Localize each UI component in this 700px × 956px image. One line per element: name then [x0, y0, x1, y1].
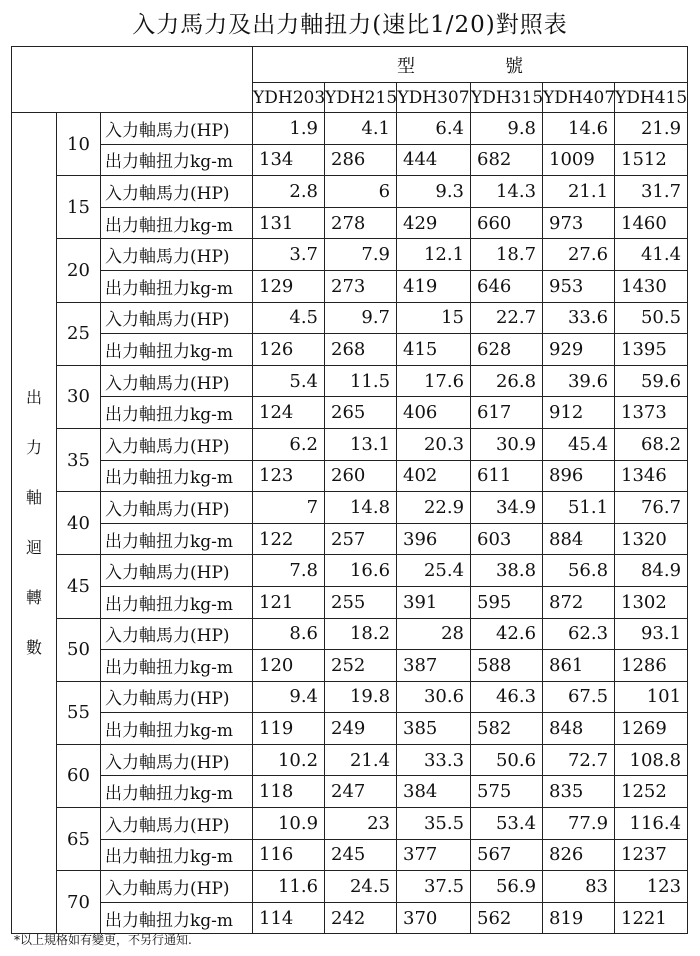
torque-value: 252: [325, 650, 397, 682]
hp-row-label: 入力軸馬力(HP): [101, 113, 253, 145]
torque-value: 575: [471, 776, 543, 808]
torque-value: 402: [397, 460, 471, 492]
torque-value: 260: [325, 460, 397, 492]
torque-row-label: 出力軸扭力kg-m: [101, 713, 253, 745]
hp-value: 1.9: [253, 113, 325, 145]
torque-value: 848: [543, 713, 615, 745]
torque-value: 1430: [615, 270, 688, 302]
speed-cell: 45: [57, 555, 101, 618]
hp-value: 24.5: [325, 871, 397, 903]
hp-value: 37.5: [397, 871, 471, 903]
model-header-cell: YDH315: [471, 83, 543, 113]
torque-value: 826: [543, 839, 615, 871]
hp-value: 4.1: [325, 113, 397, 145]
torque-value: 245: [325, 839, 397, 871]
hp-value: 5.4: [253, 365, 325, 397]
torque-value: 124: [253, 397, 325, 429]
table-row: [12, 902, 688, 934]
hp-value: 18.2: [325, 618, 397, 650]
speed-cell: 60: [57, 744, 101, 807]
table-row: [12, 650, 688, 682]
hp-value: 53.4: [471, 808, 543, 840]
hp-row-label: 入力軸馬力(HP): [101, 808, 253, 840]
torque-value: 953: [543, 270, 615, 302]
torque-value: 973: [543, 207, 615, 239]
torque-value: 1512: [615, 144, 688, 176]
hp-value: 7.8: [253, 555, 325, 587]
hp-row-label: 入力軸馬力(HP): [101, 555, 253, 587]
hp-value: 22.7: [471, 302, 543, 334]
hp-value: 14.8: [325, 492, 397, 524]
torque-value: 611: [471, 460, 543, 492]
hp-row-label: 入力軸馬力(HP): [101, 618, 253, 650]
hp-value: 59.6: [615, 365, 688, 397]
speed-cell: 30: [57, 365, 101, 428]
model-header-cell: YDH307: [397, 83, 471, 113]
hp-value: 51.1: [543, 492, 615, 524]
hp-value: 123: [615, 871, 688, 903]
hp-value: 38.8: [471, 555, 543, 587]
torque-value: 242: [325, 902, 397, 934]
hp-value: 62.3: [543, 618, 615, 650]
torque-value: 118: [253, 776, 325, 808]
hp-value: 56.9: [471, 871, 543, 903]
hp-value: 39.6: [543, 365, 615, 397]
torque-value: 278: [325, 207, 397, 239]
hp-value: 25.4: [397, 555, 471, 587]
table-row: [12, 144, 688, 176]
table-row: [12, 713, 688, 745]
speed-cell: 25: [57, 302, 101, 365]
table-row: [12, 776, 688, 808]
hp-value: 11.5: [325, 365, 397, 397]
hp-value: 21.4: [325, 744, 397, 776]
table-row: [12, 808, 688, 840]
speed-cell: 65: [57, 808, 101, 871]
torque-value: 1460: [615, 207, 688, 239]
hp-value: 3.7: [253, 239, 325, 271]
hp-value: 108.8: [615, 744, 688, 776]
hp-value: 101: [615, 681, 688, 713]
torque-value: 126: [253, 334, 325, 366]
model-header-cell: YDH203: [253, 83, 325, 113]
side-label-char: 軸: [25, 488, 42, 508]
speed-cell: 35: [57, 428, 101, 491]
torque-value: 872: [543, 586, 615, 618]
hp-row-label: 入力軸馬力(HP): [101, 176, 253, 208]
torque-row-label: 出力軸扭力kg-m: [101, 650, 253, 682]
table-row: [12, 555, 688, 587]
torque-value: 429: [397, 207, 471, 239]
torque-value: 884: [543, 523, 615, 555]
table-row: [12, 334, 688, 366]
hp-value: 9.3: [397, 176, 471, 208]
hp-value: 9.8: [471, 113, 543, 145]
hp-value: 8.6: [253, 618, 325, 650]
hp-row-label: 入力軸馬力(HP): [101, 744, 253, 776]
hp-value: 31.7: [615, 176, 688, 208]
hp-value: 41.4: [615, 239, 688, 271]
model-header-cell: YDH415: [615, 83, 688, 113]
torque-value: 1269: [615, 713, 688, 745]
hp-value: 2.8: [253, 176, 325, 208]
hp-value: 33.3: [397, 744, 471, 776]
torque-value: 406: [397, 397, 471, 429]
hp-value: 6.4: [397, 113, 471, 145]
torque-value: 249: [325, 713, 397, 745]
torque-value: 1373: [615, 397, 688, 429]
hp-value: 17.6: [397, 365, 471, 397]
torque-value: 114: [253, 902, 325, 934]
torque-value: 1237: [615, 839, 688, 871]
torque-value: 129: [253, 270, 325, 302]
hp-value: 45.4: [543, 428, 615, 460]
torque-value: 419: [397, 270, 471, 302]
hp-value: 4.5: [253, 302, 325, 334]
hp-value: 21.1: [543, 176, 615, 208]
torque-value: 385: [397, 713, 471, 745]
hp-value: 84.9: [615, 555, 688, 587]
side-label-char: 迴: [25, 538, 42, 558]
torque-value: 134: [253, 144, 325, 176]
table-row: [12, 523, 688, 555]
torque-value: 646: [471, 270, 543, 302]
torque-value: 567: [471, 839, 543, 871]
torque-value: 582: [471, 713, 543, 745]
model-header-cell: YDH215: [325, 83, 397, 113]
torque-row-label: 出力軸扭力kg-m: [101, 397, 253, 429]
torque-value: 119: [253, 713, 325, 745]
torque-value: 896: [543, 460, 615, 492]
torque-value: 1221: [615, 902, 688, 934]
hp-row-label: 入力軸馬力(HP): [101, 428, 253, 460]
torque-value: 120: [253, 650, 325, 682]
hp-value: 12.1: [397, 239, 471, 271]
table-row: [12, 270, 688, 302]
spec-table: [11, 46, 688, 934]
torque-row-label: 出力軸扭力kg-m: [101, 776, 253, 808]
hp-value: 10.9: [253, 808, 325, 840]
hp-value: 33.6: [543, 302, 615, 334]
torque-value: 603: [471, 523, 543, 555]
torque-value: 1302: [615, 586, 688, 618]
hp-value: 19.8: [325, 681, 397, 713]
table-row: [12, 681, 688, 713]
table-row: [12, 113, 688, 145]
hp-value: 30.9: [471, 428, 543, 460]
torque-value: 121: [253, 586, 325, 618]
side-label-char: 數: [25, 638, 42, 658]
table-row: [12, 207, 688, 239]
hp-value: 9.4: [253, 681, 325, 713]
torque-row-label: 出力軸扭力kg-m: [101, 839, 253, 871]
torque-value: 444: [397, 144, 471, 176]
hp-value: 21.9: [615, 113, 688, 145]
table-row: [12, 428, 688, 460]
torque-row-label: 出力軸扭力kg-m: [101, 144, 253, 176]
hp-value: 42.6: [471, 618, 543, 650]
hp-value: 50.6: [471, 744, 543, 776]
hp-value: 7: [253, 492, 325, 524]
hp-value: 20.3: [397, 428, 471, 460]
speed-cell: 50: [57, 618, 101, 681]
torque-value: 265: [325, 397, 397, 429]
hp-value: 72.7: [543, 744, 615, 776]
table-row: [12, 492, 688, 524]
hp-value: 15: [397, 302, 471, 334]
side-label-char: 出: [25, 388, 42, 408]
table-row: [12, 871, 688, 903]
speed-cell: 20: [57, 239, 101, 302]
table-row: [12, 302, 688, 334]
side-label-char: 轉: [25, 588, 42, 608]
hp-value: 13.1: [325, 428, 397, 460]
torque-row-label: 出力軸扭力kg-m: [101, 586, 253, 618]
torque-value: 588: [471, 650, 543, 682]
torque-row-label: 出力軸扭力kg-m: [101, 207, 253, 239]
hp-value: 26.8: [471, 365, 543, 397]
model-header-cell: YDH407: [543, 83, 615, 113]
table-row: [12, 460, 688, 492]
torque-value: 835: [543, 776, 615, 808]
hp-value: 7.9: [325, 239, 397, 271]
table-row: [12, 397, 688, 429]
table-row: [12, 365, 688, 397]
hp-value: 18.7: [471, 239, 543, 271]
table-row: [12, 618, 688, 650]
torque-value: 116: [253, 839, 325, 871]
hp-value: 16.6: [325, 555, 397, 587]
side-label: [12, 113, 57, 934]
torque-value: 370: [397, 902, 471, 934]
hp-value: 46.3: [471, 681, 543, 713]
page-title: 入力馬力及出力軸扭力(速比1/20)對照表: [132, 12, 568, 38]
torque-value: 255: [325, 586, 397, 618]
table-row: [12, 586, 688, 618]
speed-cell: 15: [57, 176, 101, 239]
hp-row-label: 入力軸馬力(HP): [101, 871, 253, 903]
hp-value: 9.7: [325, 302, 397, 334]
speed-cell: 70: [57, 871, 101, 934]
torque-row-label: 出力軸扭力kg-m: [101, 270, 253, 302]
hp-value: 11.6: [253, 871, 325, 903]
torque-value: 1395: [615, 334, 688, 366]
torque-value: 387: [397, 650, 471, 682]
torque-value: 861: [543, 650, 615, 682]
torque-value: 628: [471, 334, 543, 366]
torque-row-label: 出力軸扭力kg-m: [101, 902, 253, 934]
torque-row-label: 出力軸扭力kg-m: [101, 523, 253, 555]
hp-value: 6: [325, 176, 397, 208]
hp-value: 50.5: [615, 302, 688, 334]
torque-value: 273: [325, 270, 397, 302]
torque-value: 268: [325, 334, 397, 366]
hp-row-label: 入力軸馬力(HP): [101, 681, 253, 713]
speed-cell: 10: [57, 113, 101, 176]
hp-value: 83: [543, 871, 615, 903]
hp-value: 93.1: [615, 618, 688, 650]
hp-value: 27.6: [543, 239, 615, 271]
torque-value: 396: [397, 523, 471, 555]
side-label-char: 力: [25, 438, 42, 458]
torque-value: 415: [397, 334, 471, 366]
model-header: 型號: [253, 47, 688, 83]
hp-value: 14.3: [471, 176, 543, 208]
torque-value: 257: [325, 523, 397, 555]
hp-value: 35.5: [397, 808, 471, 840]
footnote: *以上規格如有變更，不另行通知.: [14, 933, 192, 947]
hp-row-label: 入力軸馬力(HP): [101, 302, 253, 334]
torque-value: 377: [397, 839, 471, 871]
torque-value: 131: [253, 207, 325, 239]
speed-cell: 40: [57, 492, 101, 555]
table-row: [12, 239, 688, 271]
hp-value: 77.9: [543, 808, 615, 840]
torque-value: 391: [397, 586, 471, 618]
torque-value: 123: [253, 460, 325, 492]
hp-value: 116.4: [615, 808, 688, 840]
torque-value: 912: [543, 397, 615, 429]
hp-value: 34.9: [471, 492, 543, 524]
torque-value: 1009: [543, 144, 615, 176]
torque-value: 1346: [615, 460, 688, 492]
torque-value: 562: [471, 902, 543, 934]
corner-cell: [12, 47, 253, 113]
torque-row-label: 出力軸扭力kg-m: [101, 334, 253, 366]
hp-value: 23: [325, 808, 397, 840]
torque-value: 384: [397, 776, 471, 808]
hp-row-label: 入力軸馬力(HP): [101, 365, 253, 397]
hp-value: 22.9: [397, 492, 471, 524]
hp-value: 67.5: [543, 681, 615, 713]
torque-value: 660: [471, 207, 543, 239]
hp-value: 6.2: [253, 428, 325, 460]
torque-value: 122: [253, 523, 325, 555]
table-row: [12, 176, 688, 208]
speed-cell: 55: [57, 681, 101, 744]
torque-value: 595: [471, 586, 543, 618]
table-row: [12, 839, 688, 871]
torque-value: 617: [471, 397, 543, 429]
hp-row-label: 入力軸馬力(HP): [101, 492, 253, 524]
torque-value: 247: [325, 776, 397, 808]
hp-value: 76.7: [615, 492, 688, 524]
table-row: [12, 744, 688, 776]
torque-row-label: 出力軸扭力kg-m: [101, 460, 253, 492]
torque-value: 819: [543, 902, 615, 934]
torque-value: 1320: [615, 523, 688, 555]
hp-value: 28: [397, 618, 471, 650]
torque-value: 286: [325, 144, 397, 176]
hp-value: 14.6: [543, 113, 615, 145]
torque-value: 682: [471, 144, 543, 176]
hp-value: 56.8: [543, 555, 615, 587]
hp-value: 10.2: [253, 744, 325, 776]
torque-value: 1286: [615, 650, 688, 682]
torque-value: 929: [543, 334, 615, 366]
hp-value: 30.6: [397, 681, 471, 713]
hp-row-label: 入力軸馬力(HP): [101, 239, 253, 271]
hp-value: 68.2: [615, 428, 688, 460]
torque-value: 1252: [615, 776, 688, 808]
